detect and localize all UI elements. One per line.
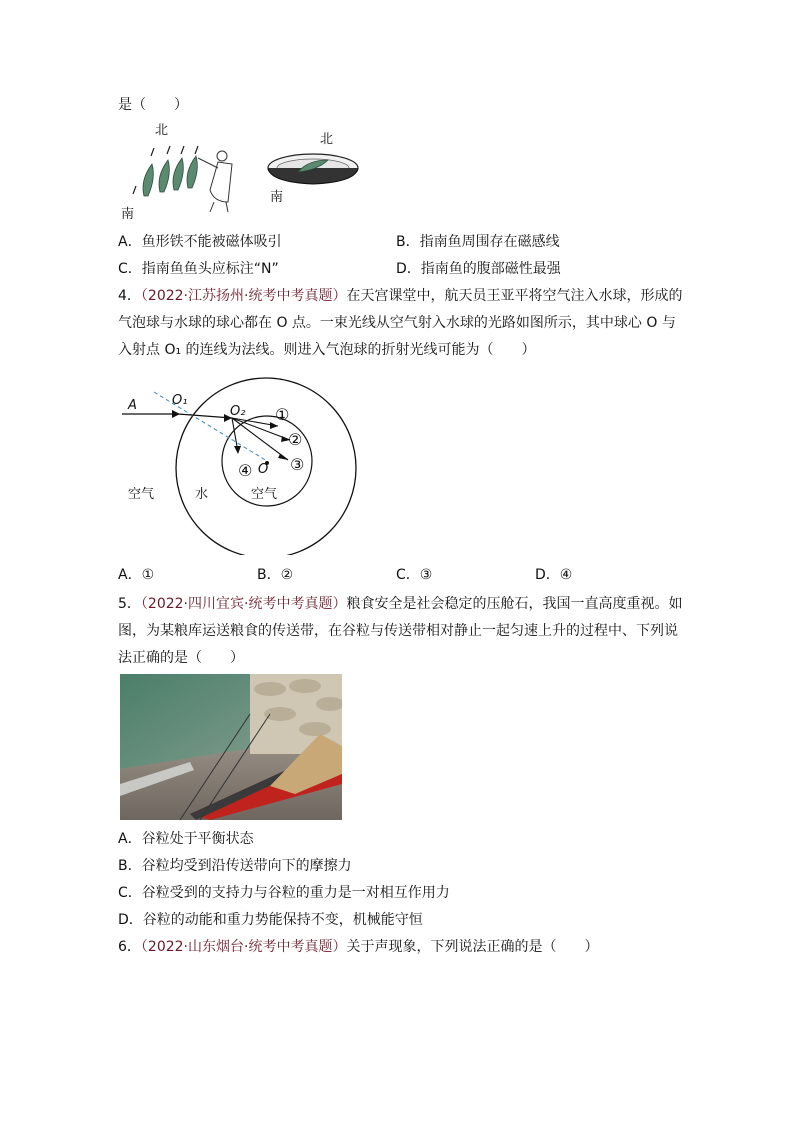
q3-north-left: 北 [155,123,169,138]
q4-option-b[interactable]: B．② [257,567,294,583]
q6-line-1 [118,937,598,957]
q4-text-1: 在天宫课堂中，航天员王亚平将空气注入水球，形成的 [346,288,683,304]
q4-figure [118,370,368,555]
q4-label-ray-4: ④ [238,461,253,480]
q4-label-o2: O₂ [230,404,246,419]
conveyor-photo [120,674,342,820]
q5-source-tag: （2022·四川宜宾·统考中考真题） [140,596,347,612]
q5-option-c[interactable]: C．谷粒受到的支持力与谷粒的重力是一对相互作用力 [118,885,450,901]
q4-option-d[interactable]: D．④ [535,567,573,583]
q3-north-right: 北 [320,132,334,147]
q4-line-2: 气泡球与水球的球心都在 O 点。一束光线从空气射入水球的光路如图所示，其中球心 O 与 [118,315,676,331]
q4-option-a[interactable]: A．① [118,567,155,583]
q4-option-c[interactable]: C．③ [396,567,433,583]
q5-text-1: 粮食安全是社会稳定的压舱石，我国一直高度重视。如 [346,596,683,612]
q6-source-tag: （2022·山东烟台·统考中考真题） [140,939,347,955]
q4-source-tag: （2022·江苏扬州·统考中考真题） [140,288,347,304]
q5-option-d[interactable]: D．谷粒的动能和重力势能保持不变，机械能守恒 [118,912,423,928]
q4-label-ray-3: ③ [290,455,305,474]
q4-label-water: 水 [195,487,209,502]
q5-line-2: 图，为某粮库运送粮食的传送带，在谷粒与传送带相对静止一起匀速上升的过程中、下列说 [118,623,678,639]
q5-option-b[interactable]: B．谷粒均受到沿传送带向下的摩擦力 [118,858,352,874]
q3-figure [118,120,368,225]
q5-number: 5． [118,596,141,612]
q3-stem-tail: 是（ ） [118,97,188,113]
q3-south-right: 南 [270,190,284,205]
q4-label-o1: O₁ [172,393,188,408]
q3-option-b[interactable]: B．指南鱼周围存在磁感线 [396,234,560,250]
q5-option-a[interactable]: A．谷粒处于平衡状态 [118,831,254,847]
q5-line-1 [118,594,682,614]
q4-label-o: O [258,462,269,477]
q3-south-left: 南 [121,207,135,222]
q3-option-d[interactable]: D．指南鱼的腹部磁性最强 [396,261,561,277]
q4-label-ray-2: ② [288,430,303,449]
conveyor-photo-drawing [120,674,342,820]
q3-option-a[interactable]: A．鱼形铁不能被磁体吸引 [118,234,282,250]
fish-compass-illustration [118,120,368,225]
q4-label-ray-1: ① [275,405,290,424]
q6-text-1: 关于声现象，下列说法正确的是（ ） [346,939,599,955]
q4-label-air-outer: 空气 [128,487,155,502]
q5-line-3: 法正确的是（ ） [118,650,244,666]
q4-label-a: A [128,398,137,413]
q4-line-3: 入射点 O₁ 的连线为法线。则进入气泡球的折射光线可能为（ ） [118,342,536,358]
q3-option-c[interactable]: C．指南鱼鱼头应标注“N” [118,261,279,277]
q4-number: 4． [118,288,141,304]
q4-line-1 [118,286,682,306]
q6-number: 6． [118,939,141,955]
q4-label-air-inner: 空气 [251,487,278,502]
